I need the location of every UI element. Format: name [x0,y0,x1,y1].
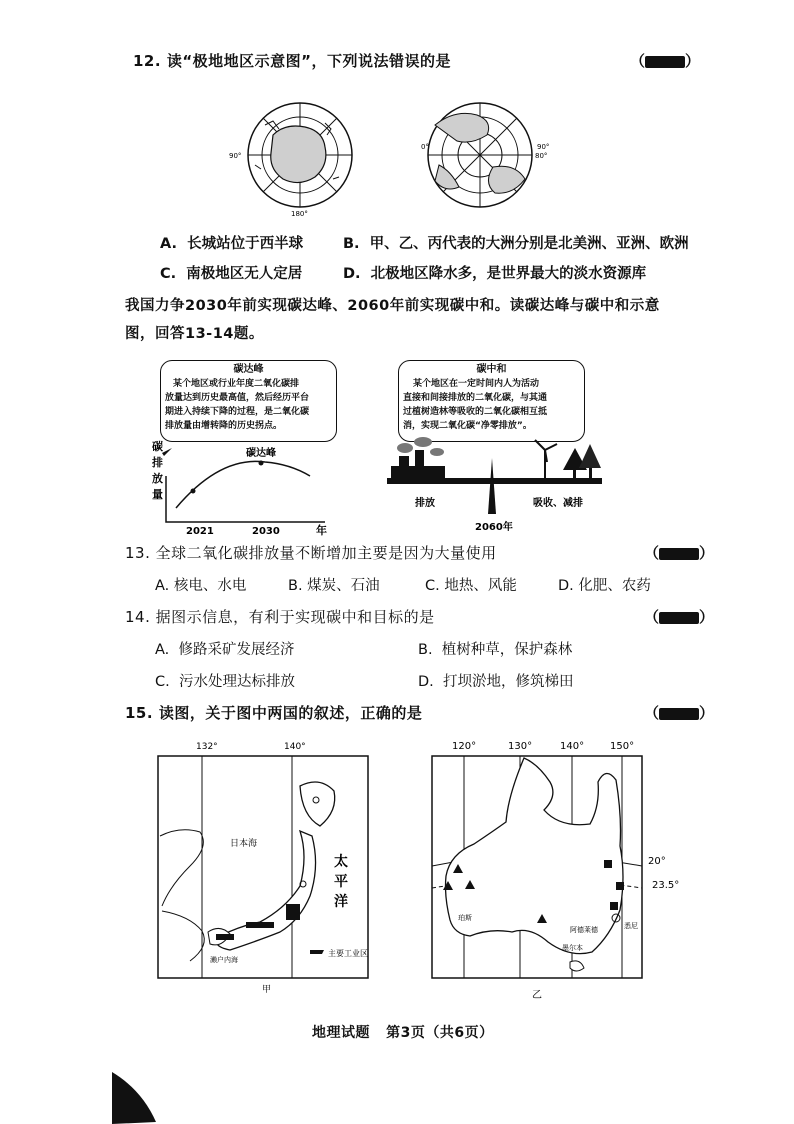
deg-180-label: 180° [291,210,308,218]
carbon-neutral-bubble [398,360,585,442]
pacific-char-3: 洋 [334,894,348,910]
carbon-peak-line-1: 某个地区或行业年度二氧化碳排 [173,379,300,389]
ylabel-char-4: 量 [152,488,163,501]
q13-option-d: D. 化肥、农药 [558,578,651,594]
deg-90-right-label: 90° [537,143,550,151]
tick-2030: 2030 [252,526,280,536]
q14-option-b: B. 植树种草，保护森林 [418,642,573,658]
carbon-neutral-line-2: 直接和间接排放的二氧化碳，与其通 [403,393,548,403]
carbon-peak-marker-label: 碳达峰 [246,448,276,459]
windmill-icon [535,440,557,478]
carbon-peak-bubble [160,360,337,442]
q13-stem: 13. 全球二氧化碳排放量不断增加主要是因为大量使用 [125,544,497,562]
q15-stem: 15. 读图，关于图中两国的叙述，正确的是 [125,704,423,722]
carbon-peak-curve [176,461,310,508]
city-sydney-label: 悉尼 [624,922,638,930]
sea-of-japan-label: 日本海 [230,839,258,849]
q12-option-a: A. 长城站位于西半球 [160,236,304,252]
q12-answer-box: （ ） [630,52,701,70]
q12-option-b: B. 甲、乙、丙代表的大洲分别是北美洲、亚洲、欧洲 [343,236,689,252]
carbon-peak-line-3: 期进入持续下降的过程，是二氧化碳 [165,407,310,417]
emission-label: 排放 [415,498,435,509]
q13-option-a: A. 核电、水电 [155,578,247,594]
scan-corner-shadow [112,1072,158,1124]
ylabel-char-3: 放 [152,472,163,485]
q14-option-d: D. 打坝淤地，修筑梯田 [418,674,574,690]
carbon-peak-line-4: 排放量由增转降的历史拐点。 [165,421,283,431]
legend-industry-label: 主要工业区 [328,949,368,958]
lon-120-label: 120° [452,741,477,752]
q14-answer-box: （ ） [644,608,715,626]
deg-90-left-label: 90° [229,152,242,160]
ylabel-char-2: 排 [152,456,163,469]
carbon-peak-title: 碳达峰 [233,364,264,375]
city-melbourne-label: 墨尔本 [562,944,583,952]
deg-80-label: 80° [535,152,548,160]
balance-beam [387,478,602,484]
lon-130-label: 130° [508,741,533,752]
ylabel-char-1: 碳 [152,440,163,453]
legend-swatch [310,950,324,954]
map-yi-caption: 乙 [532,990,542,1001]
q14-option-a: A. 修路采矿发展经济 [155,642,295,658]
q12-stem [133,50,451,71]
carbon-peak-line-2: 放量达到历史最高值，然后经历平台 [165,393,310,403]
q12-option-d: D. 北极地区降水多，是世界最大的淡水资源库 [343,266,647,282]
footer-page: 第3页（共6页） [386,1025,494,1041]
x-unit-year: 年 [316,524,327,536]
q12-option-c: C. 南极地区无人定居 [160,266,303,282]
lat-23-5-label: 23.5° [652,880,680,891]
q12-text: 读“极地地区示意图”，下列说法错误的是 [166,52,452,70]
q14-option-c: C. 污水处理达标排放 [155,674,295,690]
absorb-label: 吸收、减排 [533,498,583,509]
point-2021 [191,489,196,494]
answer-redaction [645,56,685,68]
carbon-neutral-line-4: 消，实现二氧化碳“净零排放”。 [403,421,532,431]
lon-140-label: 140° [284,742,306,752]
trees-icon [563,444,601,478]
inland-sea-label: 濑户内海 [210,956,238,964]
q13-option-c: C. 地热、风能 [425,578,517,594]
lon-140-label: 140° [560,741,585,752]
year-2060-label: 2060年 [475,522,513,533]
point-2030 [259,461,264,466]
q15-answer-box: （ ） [644,704,715,722]
map-jia-japan [150,736,380,998]
pacific-char-1: 太 [334,854,348,870]
q13-option-b: B. 煤炭、石油 [288,578,380,594]
city-adelaide-label: 阿德莱德 [570,926,598,934]
map-jia-caption: 甲 [262,985,272,995]
lon-150-label: 150° [610,741,635,752]
map-yi-australia [420,736,700,1004]
pacific-char-2: 平 [334,874,348,890]
polar-maps-figure [225,95,565,220]
factory-icon [391,437,445,480]
city-perth-label: 珀斯 [458,914,472,922]
north-pole-map [421,103,549,207]
carbon-neutral-title: 碳中和 [476,364,507,375]
balance-pivot [488,458,496,514]
intro-line-1: 我国力争2030年前实现碳达峰、2060年前实现碳中和。读碳达峰与碳中和示意 [125,298,660,314]
carbon-neutral-balance [385,436,610,536]
deg-0-label: 0° [421,143,429,151]
south-pole-map [229,103,352,218]
q13-answer-box: （ ） [644,544,715,562]
lon-132-label: 132° [196,742,218,752]
carbon-neutral-line-3: 过植树造林等吸收的二氧化碳相互抵 [403,407,548,417]
lat-20-label: 20° [648,856,666,867]
footer-subject: 地理试题 [312,1025,370,1041]
carbon-peak-axes [166,476,325,522]
intro-line-2: 图，回答13-14题。 [125,326,264,342]
tick-2021: 2021 [186,526,214,536]
q12-number: 12. [133,52,162,70]
carbon-peak-chart [150,436,340,536]
q14-stem: 14. 据图示信息，有利于实现碳中和目标的是 [125,608,435,626]
page-footer [312,1022,494,1042]
carbon-neutral-line-1: 某个地区在一定时间内人为活动 [413,379,540,389]
